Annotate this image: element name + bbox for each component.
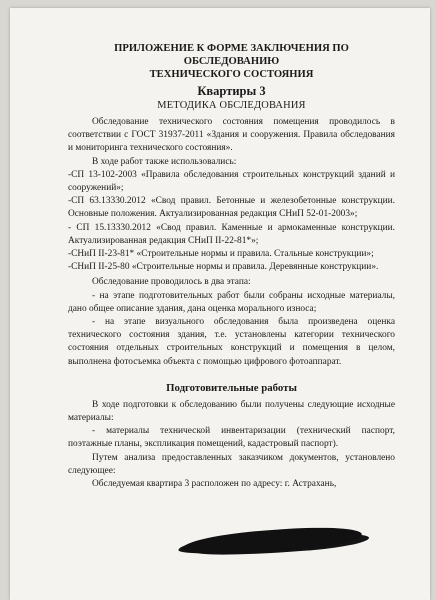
list-item: - СП 15.13330.2012 «Свод правил. Каменные и армокаменные конструкции. Актуализированная редакция СНиП II-22-81*»;	[68, 222, 395, 246]
list-item: - на этапе визуального обследования была произведена оценка технического состояния здания, т.е. установлены категории технического состояния отдельных строительных конструкций и помещения в целом, выполнена фотосъемка объекта с помощью цифрового фотоаппарат.	[68, 317, 395, 367]
paragraph: Обследование технического состояния помещения проводилось в соответствии с ГОСТ 31937-2011 «Здания и сооружения. Правила обследования и мониторинга технического состояния».	[68, 117, 395, 154]
document-title-line-1: ПРИЛОЖЕНИЕ К ФОРМЕ ЗАКЛЮЧЕНИЯ ПО ОБСЛЕДОВАНИЮ	[114, 43, 349, 67]
list-item: - на этапе подготовительных работ были собраны исходные материалы, дано общее описание здания, дана оценка морального износа;	[68, 290, 395, 314]
paragraph: В ходе подготовки к обследованию были получены следующие исходные материалы:	[68, 399, 395, 424]
address-line: Обследуемая квартира 3 расположен по адресу: г. Астрахань,	[92, 479, 337, 490]
document-page	[10, 8, 430, 600]
list-item: - материалы технической инвентаризации (технический паспорт, поэтажные планы, экспликация помещений, кадастровый паспорт).	[68, 426, 395, 450]
paragraph: В ходе работ также использовались:	[92, 156, 237, 167]
object-title: Квартиры 3	[197, 84, 266, 98]
list-item: -СНиП II-25-80 «Строительные нормы и правила. Деревянные конструкции».	[68, 262, 379, 273]
document-title-line-2: ТЕХНИЧЕСКОГО СОСТОЯНИЯ	[149, 69, 314, 80]
list-item: -СП 63.13330.2012 «Свод правил. Бетонные и железобетонные конструкции. Основные положения. Актуализированная редакция СНиП 52-01-2003»;	[68, 196, 395, 220]
redaction-mark	[181, 524, 362, 559]
document-body	[68, 42, 395, 491]
list-item: -СП 13-102-2003 «Правила обследования строительных конструкций зданий и сооружений»;	[68, 169, 395, 194]
prep-section-title: Подготовительные работы	[166, 381, 297, 394]
paragraph: Обследование проводилось в два этапа:	[92, 277, 251, 288]
paragraph: Путем анализа предоставленных заказчиком документов, установлено следующее:	[68, 452, 395, 476]
section-title: МЕТОДИКА ОБСЛЕДОВАНИЯ	[157, 100, 306, 111]
list-item: -СНиП II-23-81* «Строительные нормы и правила. Стальные конструкции»;	[68, 249, 374, 260]
